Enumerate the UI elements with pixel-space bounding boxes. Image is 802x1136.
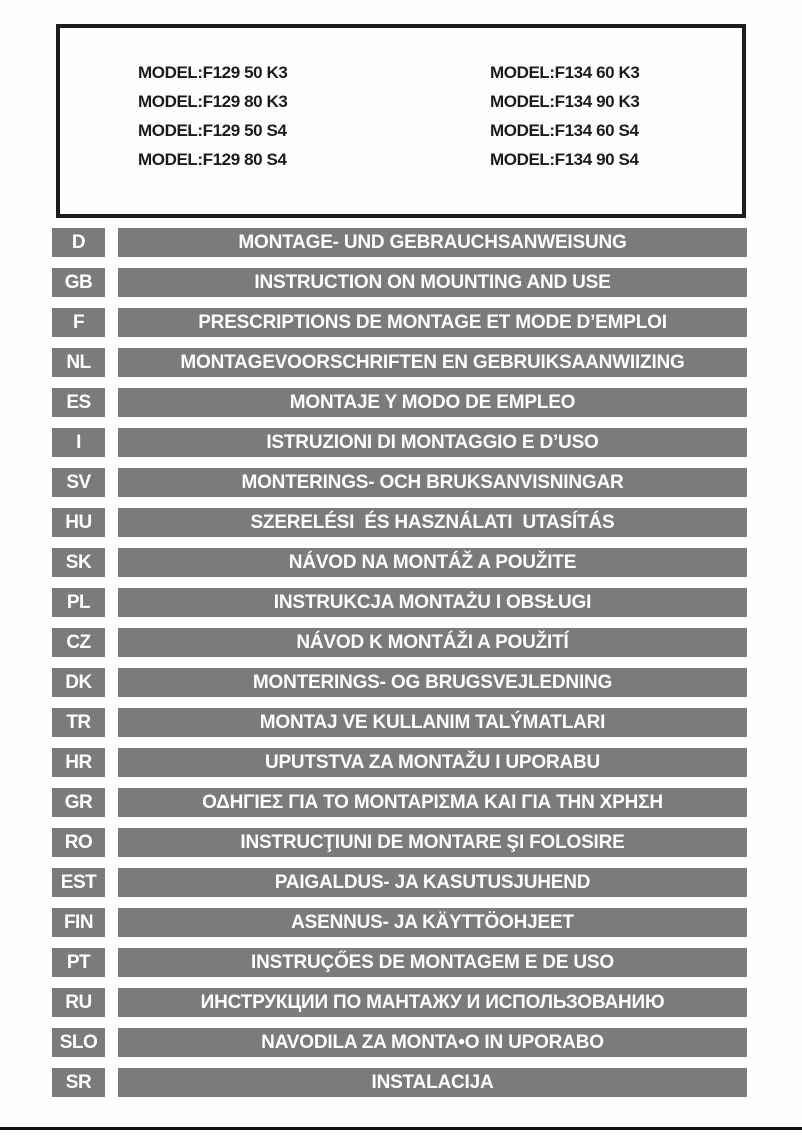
language-row [52, 948, 747, 977]
language-title-bar: PRESCRIPTIONS DE MONTAGE ET MODE D’EMPLOI [118, 308, 747, 337]
language-code-badge: HU [52, 508, 105, 537]
language-row [52, 1028, 747, 1057]
language-code-badge: PL [52, 588, 105, 617]
language-row [52, 268, 747, 297]
language-code-badge: DK [52, 668, 105, 697]
language-code-badge: ES [52, 388, 105, 417]
language-title-bar: ISTRUZIONI DI MONTAGGIO E D’USO [118, 428, 747, 457]
language-row [52, 628, 747, 657]
language-list [52, 228, 747, 1097]
language-code-badge: D [52, 228, 105, 257]
model-line: MODEL:F134 60 K3 [490, 63, 640, 82]
language-row [52, 228, 747, 257]
language-code-badge: CZ [52, 628, 105, 657]
language-code-badge: RO [52, 828, 105, 857]
bottom-rule [0, 1127, 802, 1130]
model-line: MODEL:F129 80 K3 [138, 92, 288, 111]
language-code-badge: TR [52, 708, 105, 737]
language-row [52, 348, 747, 377]
language-title-bar: PAIGALDUS- JA KASUTUSJUHEND [118, 868, 747, 897]
language-code-badge: GB [52, 268, 105, 297]
language-title-bar: UPUTSTVA ZA MONTAŽU I UPORABU [118, 748, 747, 777]
language-row [52, 308, 747, 337]
language-code-badge: FIN [52, 908, 105, 937]
language-title-bar: ΟΔΗΓΙΕΣ ΓΙΑ ΤΟ ΜΟΝΤΑΡΙΣΜΑ ΚΑΙ ΓΙΑ ΤΗΝ ΧΡΗΣΗ [118, 788, 747, 817]
language-title-bar: MONTAGE- UND GEBRAUCHSANWEISUNG [118, 228, 747, 257]
model-line: MODEL:F134 90 S4 [490, 150, 639, 169]
language-row [52, 708, 747, 737]
language-title-bar: INSTRUÇŐES DE MONTAGEM E DE USO [118, 948, 747, 977]
language-code-badge: HR [52, 748, 105, 777]
language-title-bar: MONTERINGS- OCH BRUKSANVISNINGAR [118, 468, 747, 497]
model-column-left [138, 58, 287, 174]
language-row [52, 828, 747, 857]
language-row [52, 468, 747, 497]
language-title-bar: INSTALACIJA [118, 1068, 747, 1097]
language-row [52, 788, 747, 817]
language-code-badge: NL [52, 348, 105, 377]
model-column-right [490, 58, 639, 174]
language-title-bar: NÁVOD K MONTÁŽI A POUŽITÍ [118, 628, 747, 657]
language-code-badge: SLO [52, 1028, 105, 1057]
language-row [52, 868, 747, 897]
language-code-badge: RU [52, 988, 105, 1017]
language-title-bar: NAVODILA ZA MONTA•O IN UPORABO [118, 1028, 747, 1057]
model-line: MODEL:F134 90 K3 [490, 92, 640, 111]
language-code-badge: SV [52, 468, 105, 497]
language-title-bar: ASENNUS- JA KÄYTTÖOHJEET [118, 908, 747, 937]
model-line: MODEL:F129 50 S4 [138, 121, 287, 140]
language-row [52, 428, 747, 457]
language-row [52, 548, 747, 577]
language-row [52, 388, 747, 417]
model-box [56, 24, 746, 218]
language-title-bar: MONTAGEVOORSCHRIFTEN EN GEBRUIKSAANWIIZING [118, 348, 747, 377]
language-title-bar: NÁVOD NA MONTÁŽ A POUŽITE [118, 548, 747, 577]
language-title-bar: INSTRUKCJA MONTAŻU I OBSŁUGI [118, 588, 747, 617]
language-title-bar: INSTRUCTION ON MOUNTING AND USE [118, 268, 747, 297]
language-title-bar: MONTAJ VE KULLANIM TALÝMATLARI [118, 708, 747, 737]
language-row [52, 588, 747, 617]
language-title-bar: MONTERINGS- OG BRUGSVEJLEDNING [118, 668, 747, 697]
language-code-badge: EST [52, 868, 105, 897]
language-row [52, 748, 747, 777]
model-line: MODEL:F134 60 S4 [490, 121, 639, 140]
language-row [52, 668, 747, 697]
language-code-badge: PT [52, 948, 105, 977]
language-code-badge: SK [52, 548, 105, 577]
language-title-bar: INSTRUCŢIUNI DE MONTARE ŞI FOLOSIRE [118, 828, 747, 857]
language-code-badge: F [52, 308, 105, 337]
language-title-bar: MONTAJE Y MODO DE EMPLEO [118, 388, 747, 417]
language-title-bar: ИНСТРУКЦИИ ПО МАНТАЖУ И ИСПОЛЬЗОВАНИЮ [118, 988, 747, 1017]
language-row [52, 1068, 747, 1097]
language-title-bar: SZERELÉSI ÉS HASZNÁLATI UTASÍTÁS [118, 508, 747, 537]
model-line: MODEL:F129 50 K3 [138, 63, 288, 82]
model-line: MODEL:F129 80 S4 [138, 150, 287, 169]
language-row [52, 508, 747, 537]
language-code-badge: SR [52, 1068, 105, 1097]
language-code-badge: I [52, 428, 105, 457]
language-row [52, 908, 747, 937]
language-row [52, 988, 747, 1017]
language-code-badge: GR [52, 788, 105, 817]
